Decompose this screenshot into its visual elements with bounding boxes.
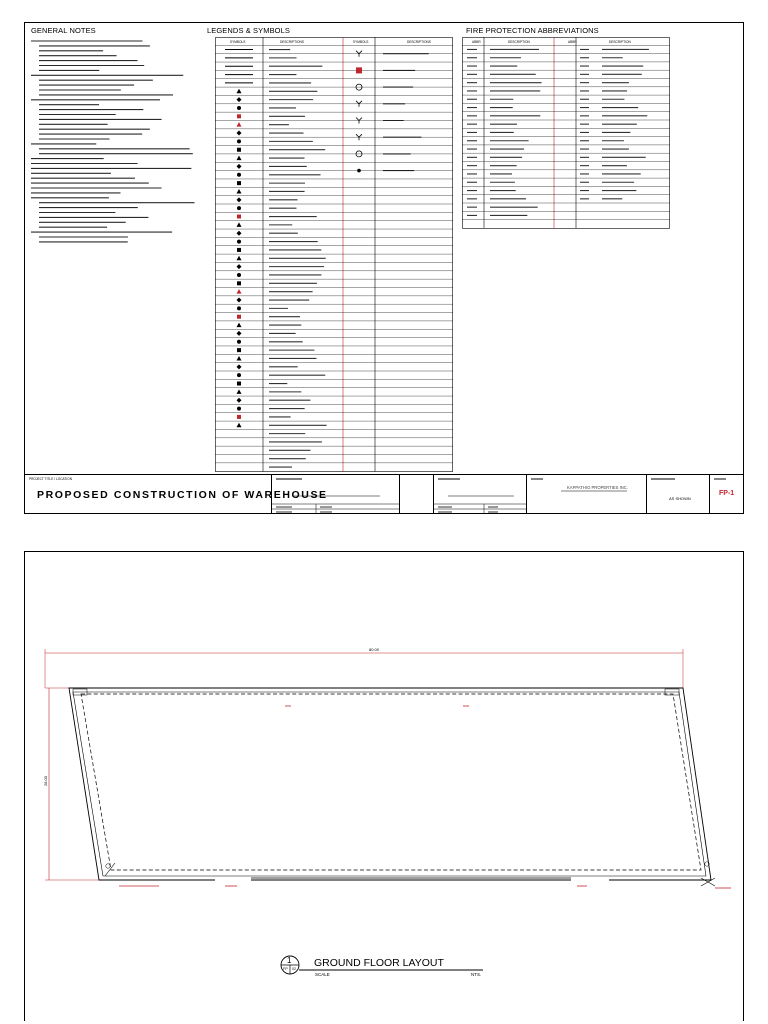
owner-name: KAPPATHIO PROPERTIES INC.: [567, 485, 628, 490]
legend-dot-symbol-2: [357, 169, 361, 173]
legend-dot-symbol: [237, 206, 241, 210]
scale-value: AS SHOWN: [669, 496, 691, 501]
caption-bubble-sub-left: FP: [283, 967, 288, 971]
sheet-number: FP-1: [719, 490, 735, 497]
building-outer-wall: [69, 688, 711, 880]
legend-square-symbol: [237, 315, 241, 319]
legend-square-symbol: [237, 181, 241, 185]
legend-diamond-symbol: [237, 131, 242, 136]
fitting-bottom-left: [106, 864, 110, 868]
legend-diamond-symbol: [237, 97, 242, 102]
legend-square-symbol: [237, 382, 241, 386]
title-block-scale-cell: [646, 475, 709, 514]
legend-dot-symbol: [237, 273, 241, 277]
legend-dot-symbol: [237, 139, 241, 143]
legend-square-symbol: [237, 148, 241, 152]
legend-triangle-symbol: [237, 89, 242, 94]
legend-square-symbol: [237, 348, 241, 352]
legend-square-symbol: [237, 415, 241, 419]
legend-triangle-symbol: [237, 389, 242, 394]
legend-dot-symbol: [237, 106, 241, 110]
project-title-label: PROJECT TITLE / LOCATION: [29, 477, 73, 481]
legend-diamond-symbol: [237, 364, 242, 369]
title-block-cell-b: [399, 475, 433, 514]
legend-dot-symbol: [237, 306, 241, 310]
legend-square-symbol: [237, 248, 241, 252]
legend-table-border: [216, 38, 453, 472]
legend-triangle-symbol: [237, 323, 242, 328]
legend-red-symbol: [356, 67, 362, 73]
legend-triangle-symbol: [237, 189, 242, 194]
legend-square-symbol: [237, 281, 241, 285]
legend-triangle-symbol: [237, 289, 242, 294]
general-notes-heading: GENERAL NOTES: [31, 26, 96, 35]
legend-dot-symbol: [237, 373, 241, 377]
caption-title: GROUND FLOOR LAYOUT: [314, 957, 444, 969]
legend-diamond-symbol: [237, 298, 242, 303]
legend-diamond-symbol: [237, 164, 242, 169]
project-title: PROPOSED CONSTRUCTION OF WAREHOUSE: [37, 489, 328, 501]
title-block-scale-lines: [647, 475, 710, 514]
legend-col-descriptions-2: DESCRIPTIONS: [407, 40, 431, 44]
title-block-cell-a: [271, 475, 399, 514]
abbr-col-abbr-2: ABBR: [568, 40, 577, 44]
legend-dot-symbol: [237, 173, 241, 177]
legend-triangle-symbol: [237, 423, 242, 428]
legend-square-symbol: [237, 114, 241, 118]
abbr-col-description-1: DESCRIPTION: [508, 40, 530, 44]
legend-triangle-symbol: [237, 222, 242, 227]
abbreviations-heading: FIRE PROTECTION ABBREVIATIONS: [466, 26, 599, 35]
left-dimension-label: 28.00: [43, 775, 48, 786]
legend-dot-symbol: [237, 407, 241, 411]
legend-diamond-symbol: [237, 398, 242, 403]
legend-diamond-symbol: [237, 264, 242, 269]
abbr-col-abbr-1: ABBR: [472, 40, 481, 44]
legend-triangle-symbol: [237, 156, 242, 161]
title-block-cell-c-lines: [434, 475, 527, 514]
title-block: [25, 474, 743, 514]
legends-symbols-table: [215, 37, 453, 474]
top-dimension-label: 80.00: [369, 647, 380, 652]
legend-diamond-symbol: [237, 331, 242, 336]
legends-heading: LEGENDS & SYMBOLS: [207, 26, 290, 35]
legend-triangle-symbol: [237, 256, 242, 261]
abbr-col-description-2: DESCRIPTION: [609, 40, 631, 44]
legend-col-symbols-2: SYMBOLS: [353, 40, 369, 44]
caption-bubble-number: 1: [287, 956, 292, 965]
legend-square-symbol: [237, 215, 241, 219]
legend-col-descriptions-1: DESCRIPTIONS: [280, 40, 304, 44]
legend-diamond-symbol: [237, 197, 242, 202]
caption-scale-value: NTS.: [471, 972, 482, 977]
building-inner-wall: [73, 692, 706, 876]
caption-bubble-sub-right: 02: [292, 967, 296, 971]
title-block-owner-lines: [527, 475, 647, 514]
legend-col-symbols-1: SYMBOLS: [230, 40, 246, 44]
legend-diamond-symbol: [237, 231, 242, 236]
title-block-cell-a-lines: [272, 475, 400, 514]
title-block-owner-cell: [526, 475, 646, 514]
legend-dot-symbol: [237, 240, 241, 244]
title-block-cell-c: [433, 475, 526, 514]
abbreviations-table: [462, 37, 670, 229]
floor-plan-drawing: [25, 552, 743, 1022]
drawing-sheet-notes: [24, 22, 744, 514]
fire-protection-line-dashed: [81, 694, 701, 870]
legend-triangle-symbol: [237, 356, 242, 361]
drawing-sheet-plan: [24, 551, 744, 1021]
legend-triangle-symbol: [237, 122, 242, 127]
caption-scale-label: SCALE: [315, 972, 330, 977]
title-block-sheet-cell: [709, 475, 743, 514]
legend-dot-symbol: [237, 340, 241, 344]
general-notes-text: [31, 37, 209, 469]
